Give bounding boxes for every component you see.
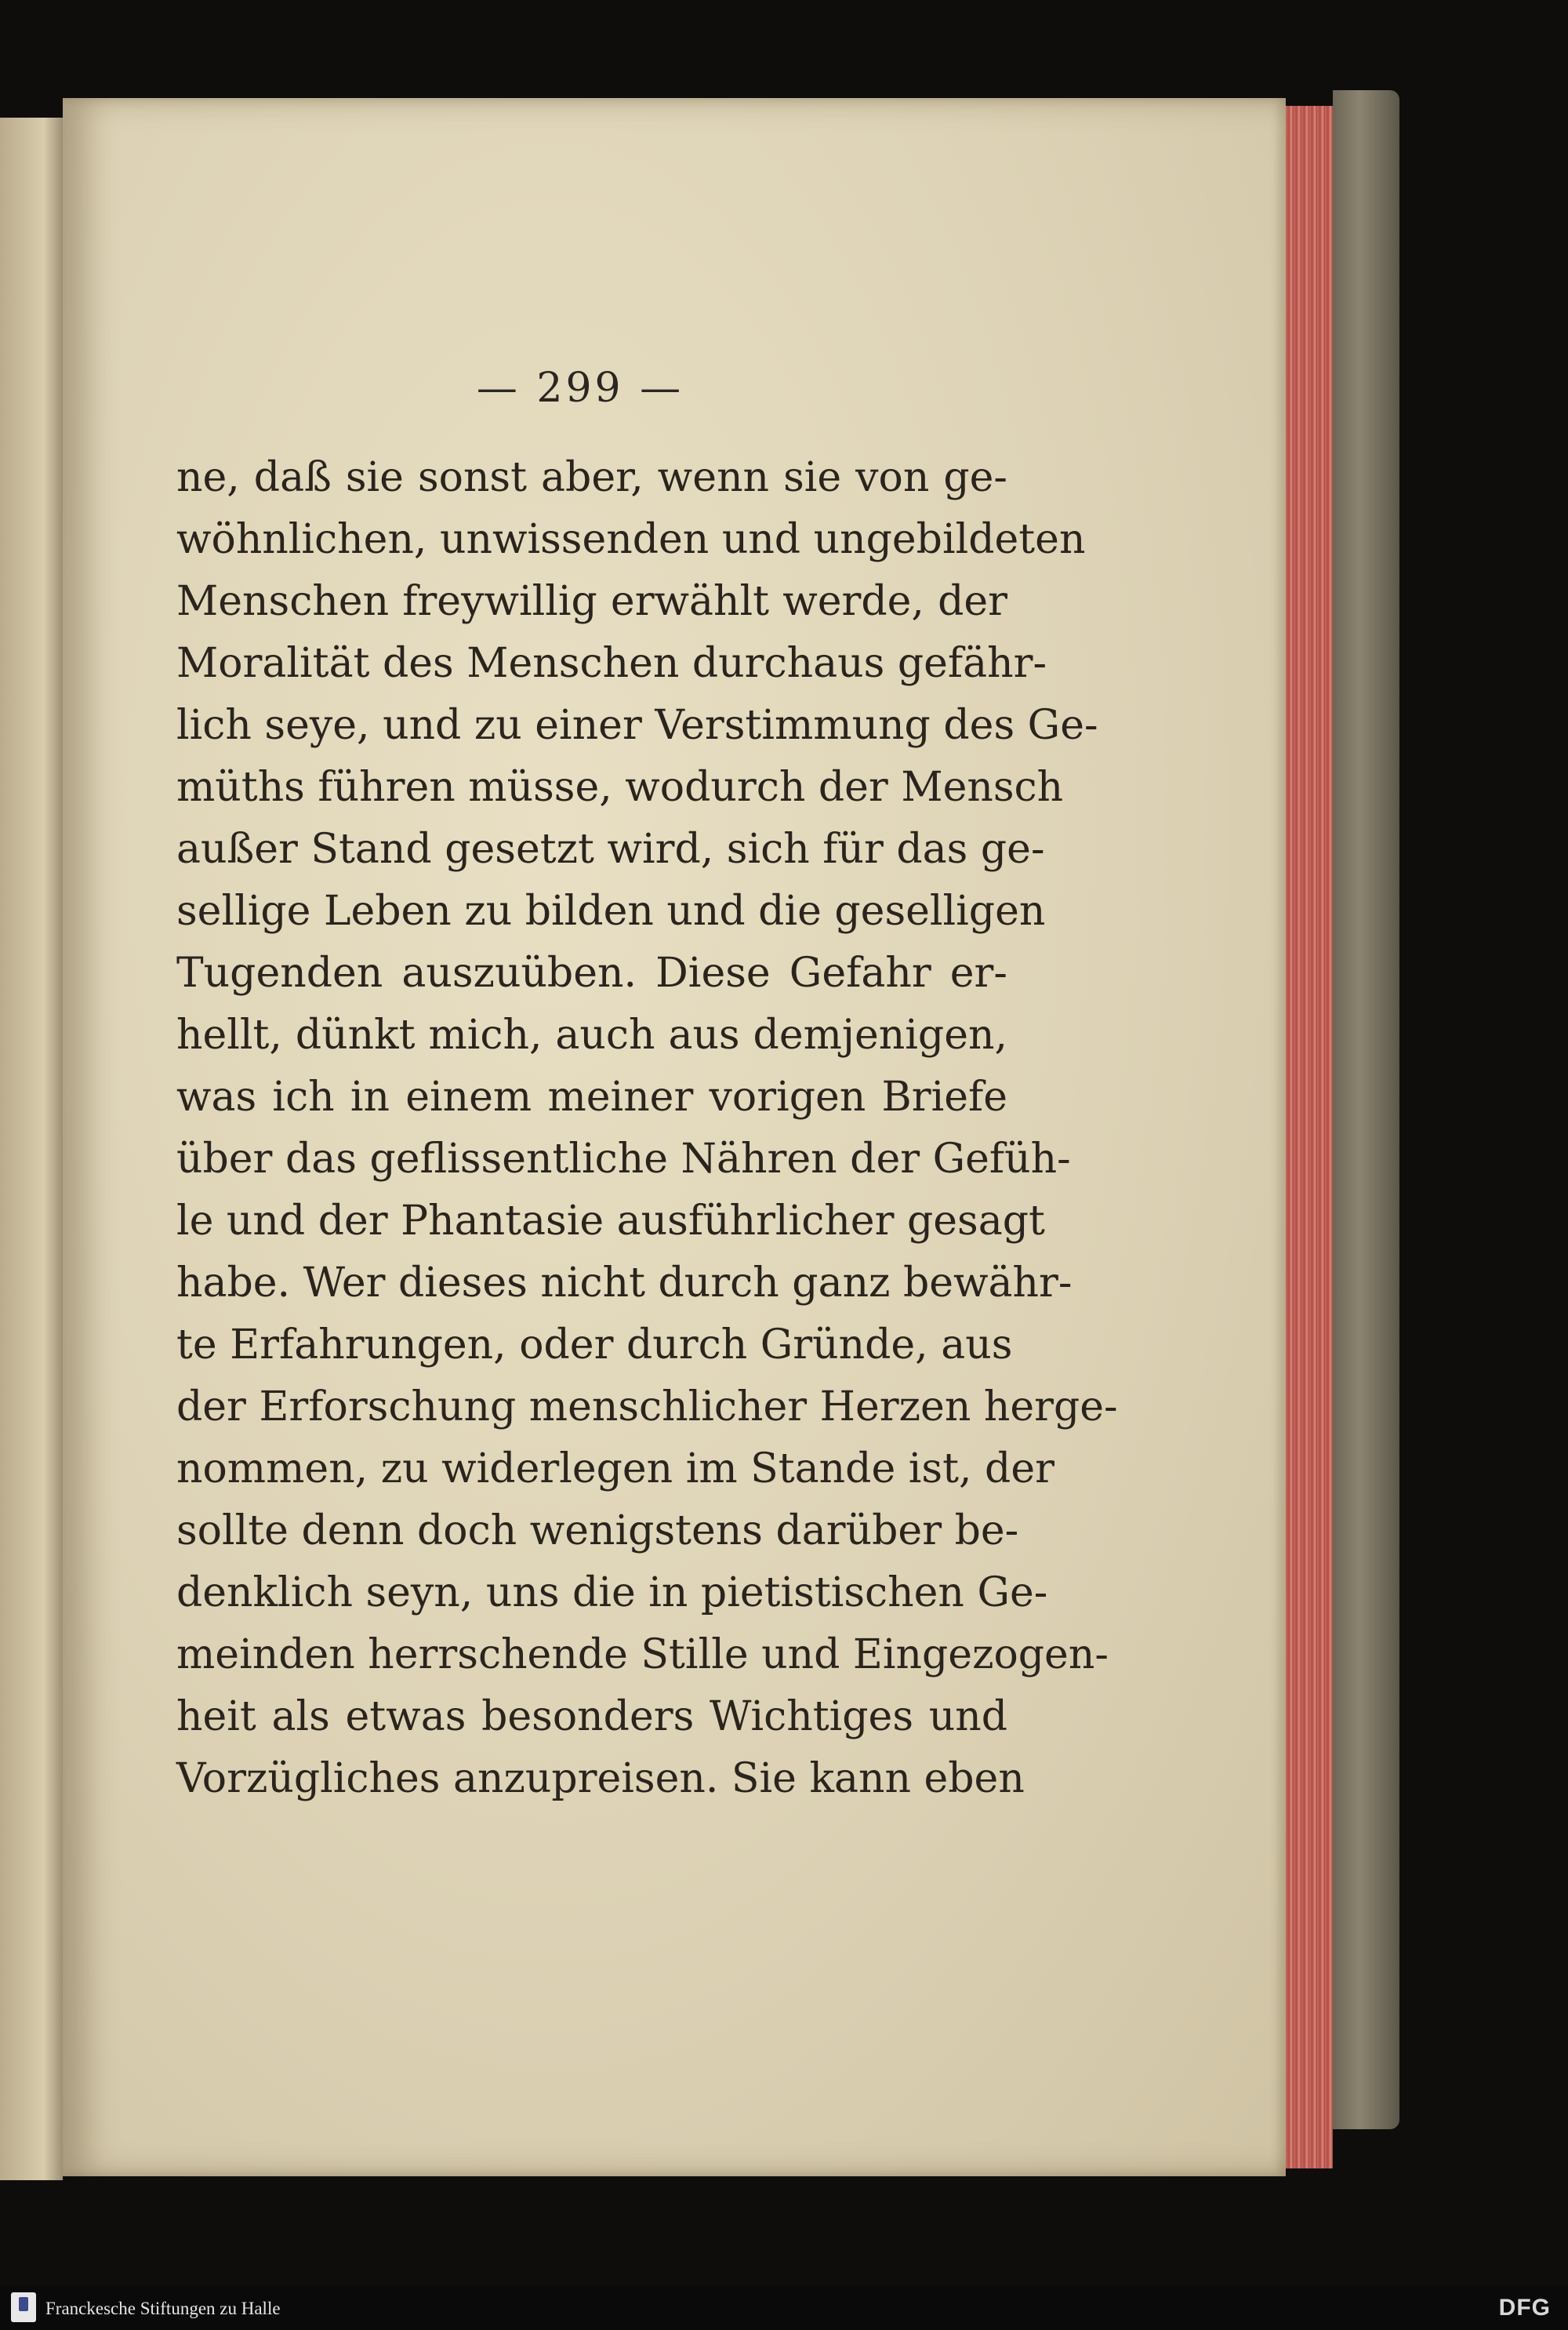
text-line: denklich seyn, uns die in pietistischen Ge- [176, 1569, 1048, 1616]
page-number: — 299 — [476, 365, 684, 412]
viewer-footer [0, 2286, 1568, 2330]
page-block-edge [1286, 106, 1333, 2168]
text-line: Vorzügliches anzupreisen. Sie kann eben [176, 1755, 1025, 1802]
text-line: meinden herrschende Stille und Eingezogen- [176, 1631, 1109, 1678]
text-line: habe. Wer dieses nicht durch ganz bewähr- [176, 1260, 1073, 1307]
text-line: ne, daß sie sonst aber, wenn sie von ge- [176, 454, 1007, 501]
text-line: Menschen freywillig erwählt werde, der [176, 578, 1007, 625]
text-line: te Erfahrungen, oder durch Gründe, aus [176, 1321, 1013, 1369]
text-line: der Erforschung menschlicher Herzen herge- [176, 1383, 1118, 1430]
text-line: heit als etwas besonders Wichtiges und [176, 1693, 1007, 1740]
text-line: hellt, dünkt mich, auch aus demjenigen, [176, 1012, 1007, 1059]
book-cover-edge [1333, 90, 1399, 2129]
text-line: lich seye, und zu einer Verstimmung des Ge- [176, 702, 1098, 749]
text-line: nommen, zu widerlegen im Stande ist, der [176, 1445, 1054, 1492]
body-text [176, 447, 1118, 1810]
text-line: wöhnlichen, unwissenden und ungebildeten [176, 516, 1086, 563]
text-line: sollte denn doch wenigstens darüber be- [176, 1507, 1019, 1554]
text-line: müths führen müsse, wodurch der Mensch [176, 764, 1064, 811]
text-line: außer Stand gesetzt wird, sich für das ge- [176, 826, 1045, 873]
dfg-logo: DFG [1498, 2295, 1551, 2321]
text-line: le und der Phantasie ausführlicher gesagt [176, 1198, 1045, 1245]
facing-page-edge [0, 118, 63, 2180]
text-line: was ich in einem meiner vorigen Briefe [176, 1074, 1007, 1121]
text-line: über das geflissentliche Nähren der Gefüh- [176, 1136, 1071, 1183]
institution-label: Franckesche Stiftungen zu Halle [45, 2299, 281, 2318]
text-line: Moralität des Menschen durchaus gefähr- [176, 640, 1047, 687]
institution-logo-icon [11, 2292, 36, 2322]
text-line: Tugenden auszuüben. Diese Gefahr er- [176, 950, 1007, 997]
text-line: sellige Leben zu bilden und die geselligen [176, 888, 1046, 935]
